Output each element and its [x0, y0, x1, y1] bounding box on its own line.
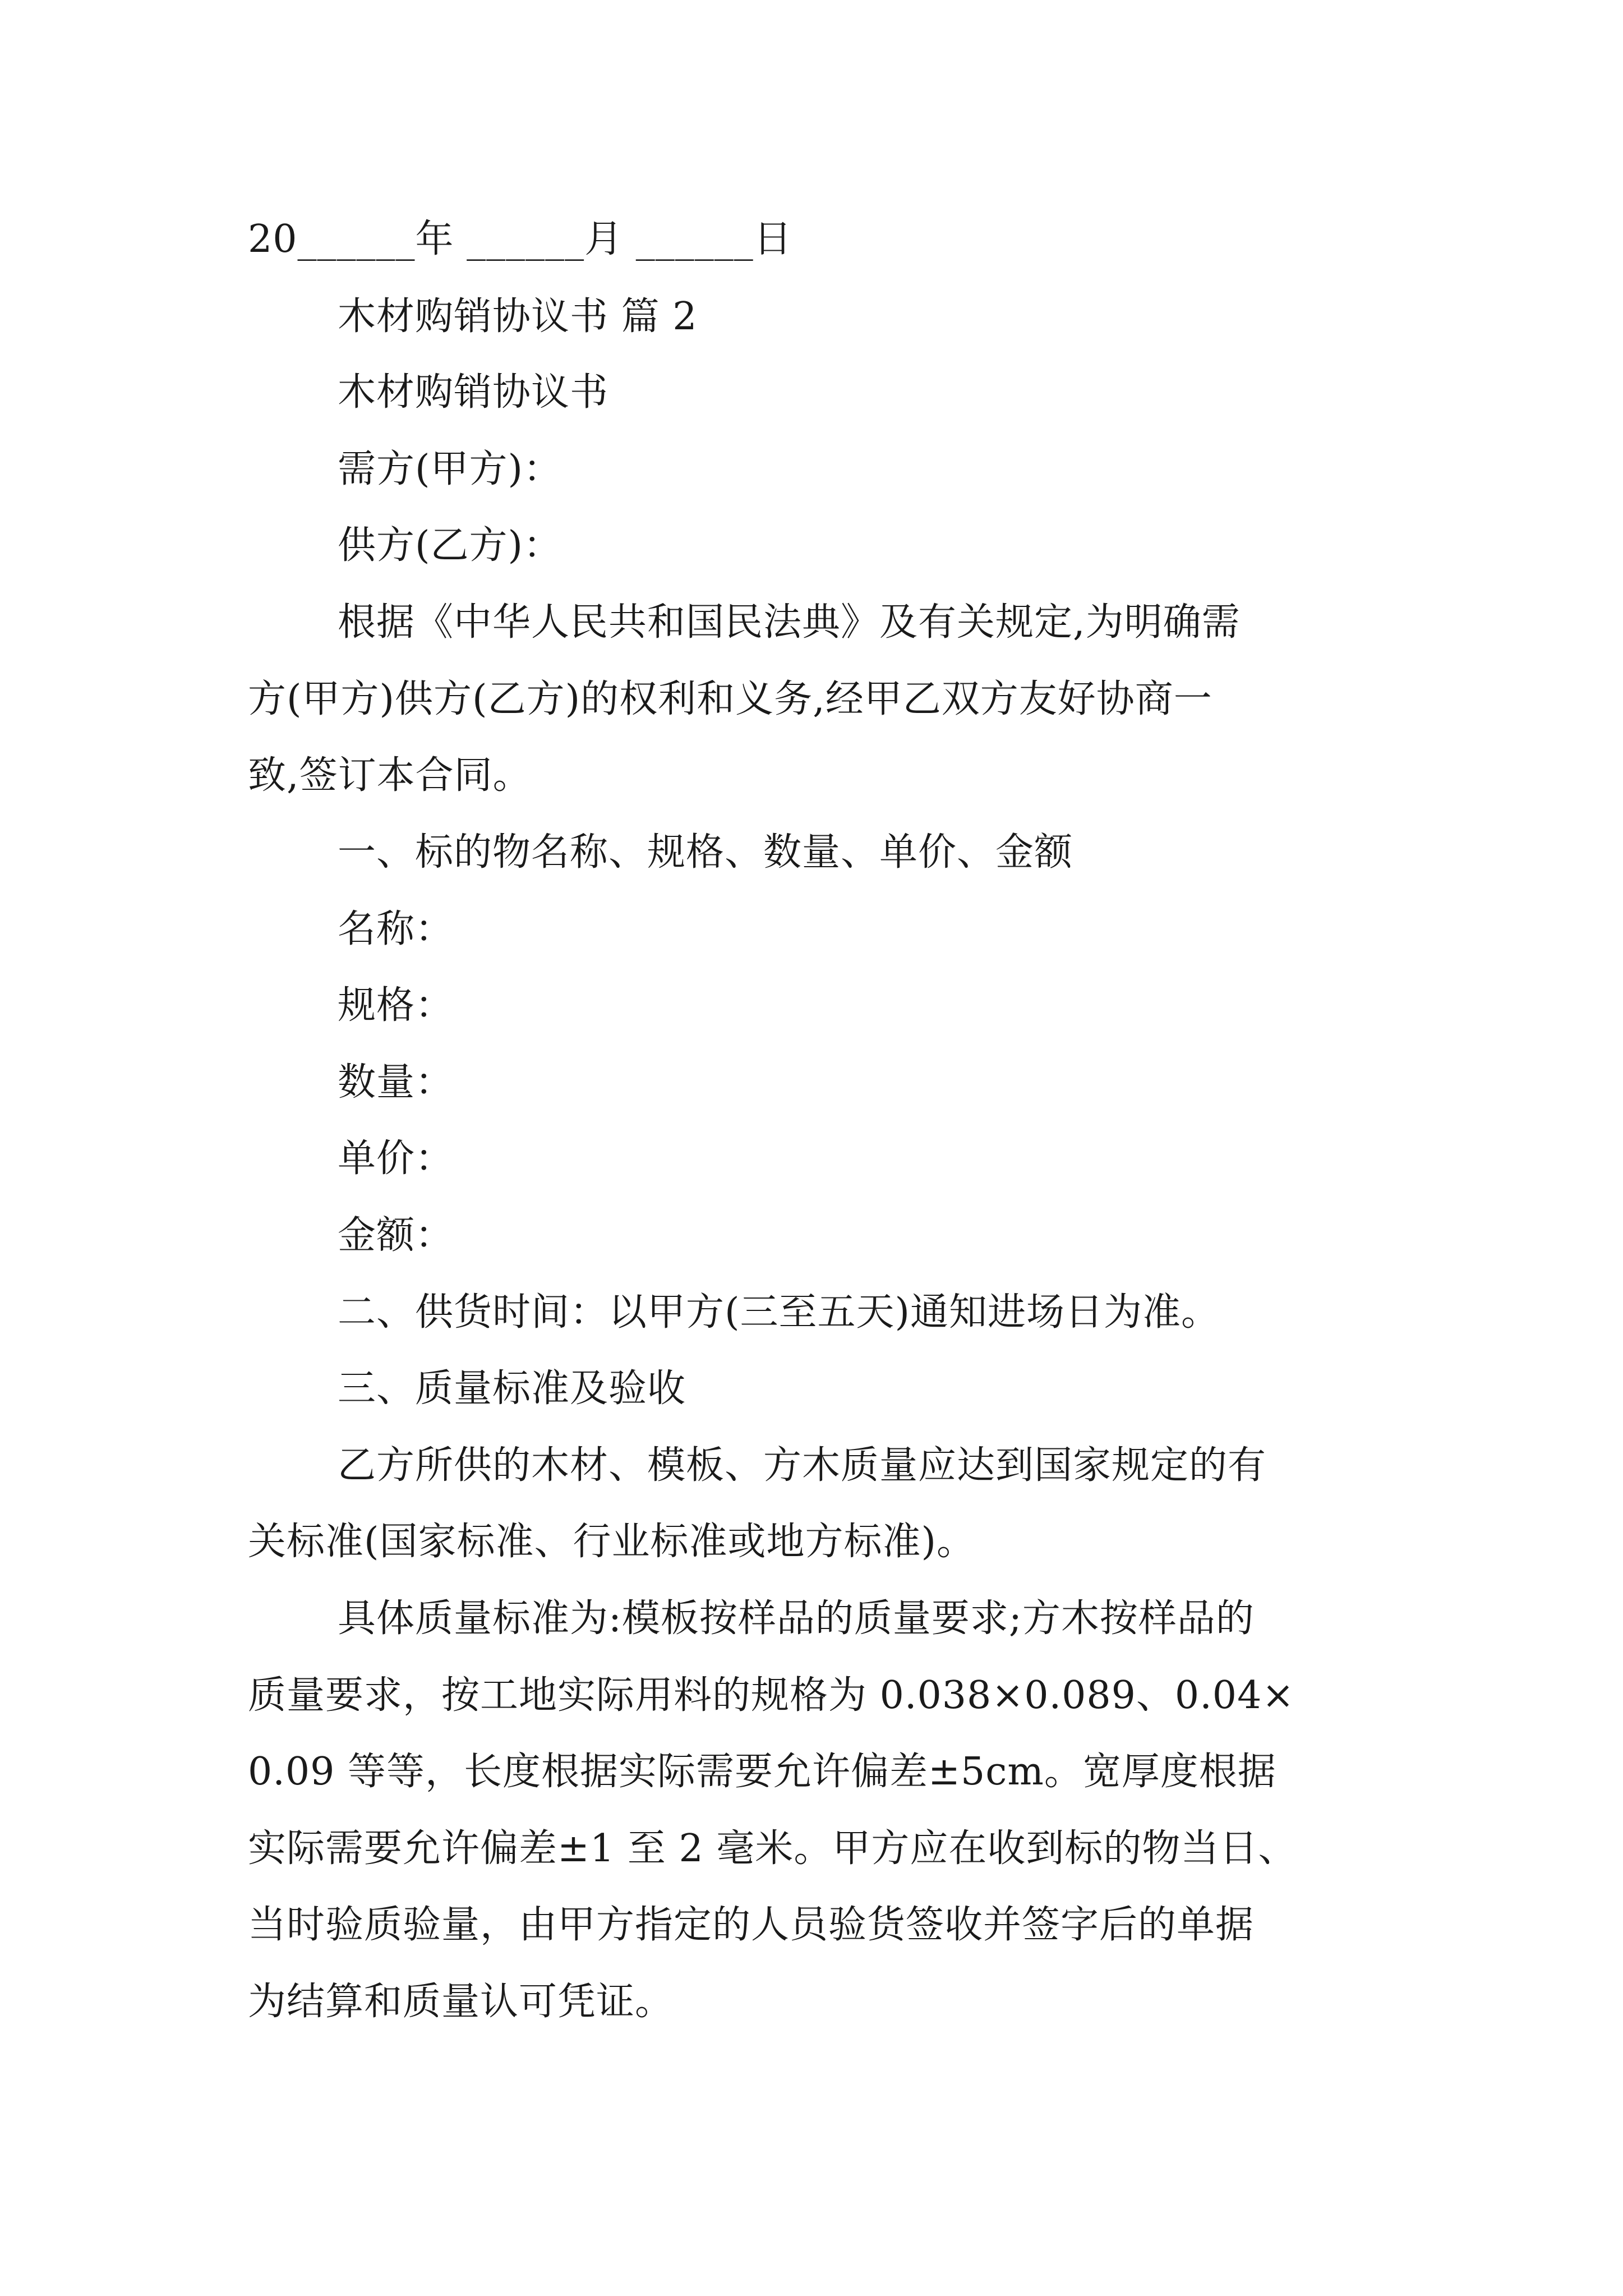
clause-heading: 一、标的物名称、规格、数量、单价、金额: [338, 830, 1073, 875]
paragraph-line: 乙方所供的木材、模板、方木质量应达到国家规定的有: [338, 1443, 1267, 1488]
paragraph-line: 质量要求，按工地实际用料的规格为 0.038×0.089、0.04×: [248, 1673, 1295, 1718]
paragraph-line: 方(甲方)供方(乙方)的权利和义务,经甲乙双方友好协商一: [248, 677, 1212, 721]
clause-heading: 二、供货时间：以甲方(三至五天)通知进场日为准。: [338, 1290, 1220, 1335]
unit-price-field: 单价：: [338, 1137, 454, 1181]
buyer-field: 需方(甲方)：: [338, 447, 562, 491]
date-line: 20______年 ______月 ______日: [248, 217, 792, 261]
quantity-field: 数量：: [338, 1060, 454, 1105]
section-heading: 木材购销协议书 篇 2: [338, 295, 698, 339]
paragraph-line: 0.09 等等，长度根据实际需要允许偏差±5cm。宽厚度根据: [248, 1750, 1276, 1794]
paragraph-line: 根据《中华人民共和国民法典》及有关规定,为明确需: [338, 600, 1241, 645]
paragraph-line: 为结算和质量认可凭证。: [248, 1980, 674, 2024]
paragraph-line: 致,签订本合同。: [248, 753, 532, 798]
paragraph-line: 实际需要允许偏差±1 至 2 毫米。甲方应在收到标的物当日、: [248, 1826, 1297, 1871]
paragraph-line: 具体质量标准为:模板按样品的质量要求;方木按样品的: [338, 1596, 1255, 1641]
spec-field: 规格：: [338, 983, 454, 1028]
clause-heading: 三、质量标准及验收: [338, 1366, 686, 1411]
name-field: 名称：: [338, 907, 454, 951]
paragraph-line: 当时验质验量，由甲方指定的人员验货签收并签字后的单据: [248, 1903, 1255, 1947]
amount-field: 金额：: [338, 1213, 454, 1258]
document-title: 木材购销协议书: [338, 370, 609, 415]
supplier-field: 供方(乙方)：: [338, 523, 562, 568]
paragraph-line: 关标准(国家标准、行业标准或地方标准)。: [248, 1520, 976, 1564]
